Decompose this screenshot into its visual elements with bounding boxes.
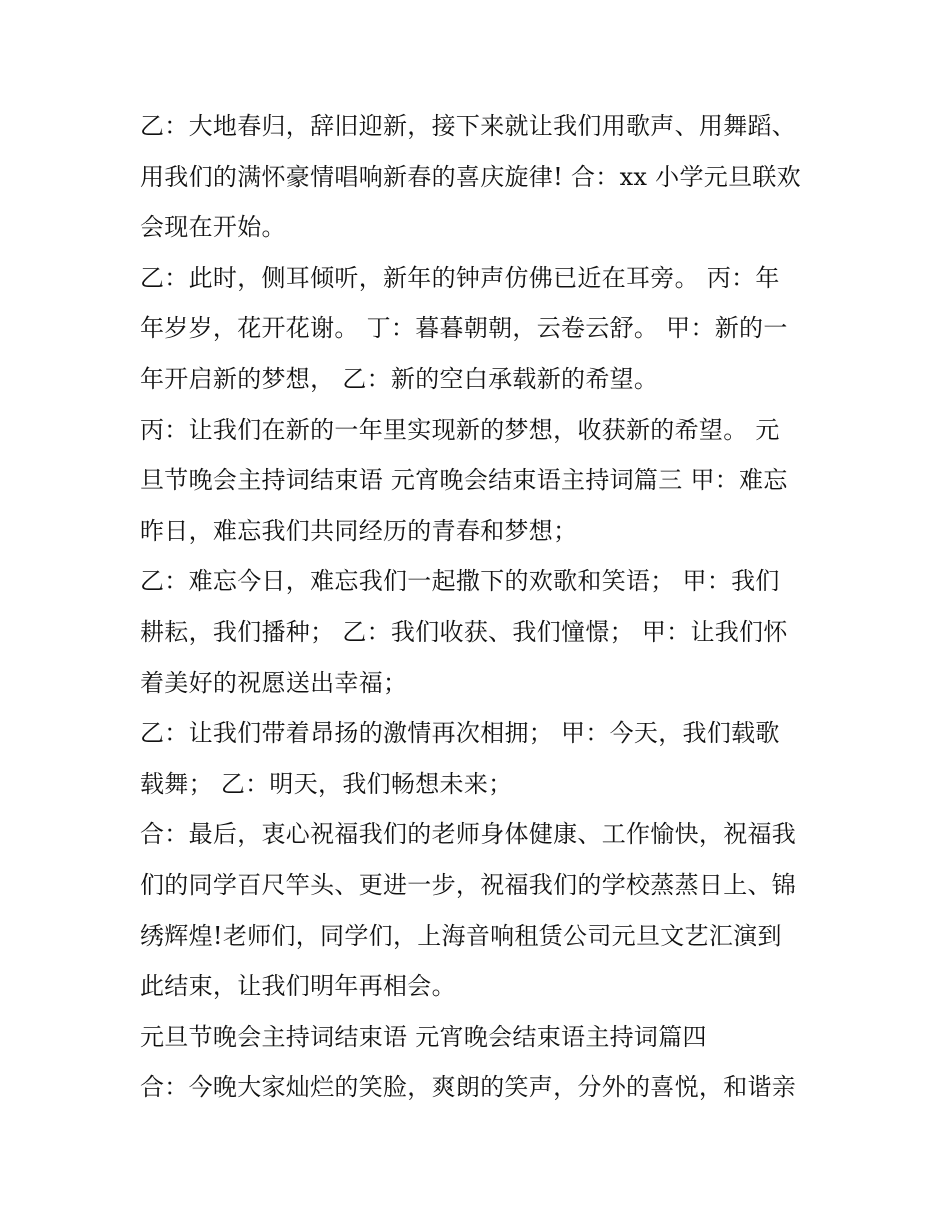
text-line: 乙：难忘今日，难忘我们一起撒下的欢歌和笑语； 甲：我们 (140, 567, 780, 596)
document-body (140, 101, 818, 1113)
text-line: 此结束，让我们明年再相会。 (140, 972, 456, 1001)
text-line: 着美好的祝愿送出幸福； (140, 668, 408, 697)
text-line: 合：今晚大家灿烂的笑脸，爽朗的笑声，分外的喜悦，和谐亲 (140, 1073, 797, 1102)
text-line: 年岁岁，花开花谢。 丁：暮暮朝朝，云卷云舒。 甲：新的一 (140, 314, 788, 343)
text-line: 会现在开始。 (140, 213, 286, 242)
text-line: 年开启新的梦想， 乙：新的空白承载新的希望。 (140, 364, 659, 393)
text-line: 乙：此时，侧耳倾听，新年的钟声仿佛已近在耳旁。 丙：年 (140, 263, 780, 292)
text-line: 合：最后，衷心祝福我们的老师身体健康、工作愉快，祝福我 (140, 820, 797, 849)
text-line: 绣辉煌!老师们，同学们，上海音响租赁公司元旦文艺汇演到 (140, 921, 782, 950)
text-line: 载舞； 乙：明天，我们畅想未来； (140, 769, 513, 798)
text-line: 丙：让我们在新的一年里实现新的梦想，收获新的希望。 元 (140, 415, 780, 444)
text-line: 昨日，难忘我们共同经历的青春和梦想； (140, 516, 578, 545)
text-line: 耕耘，我们播种； 乙：我们收获、我们憧憬； 甲：让我们怀 (140, 617, 788, 646)
text-line: 乙：大地春归，辞旧迎新，接下来就让我们用歌声、用舞蹈、 (140, 112, 797, 140)
text-line: 用我们的满怀豪情唱响新春的喜庆旋律! 合：xx 小学元旦联欢 (140, 162, 801, 191)
section-heading: 元旦节晚会主持词结束语 元宵晚会结束语主持词篇四 (140, 1022, 707, 1051)
text-line: 旦节晚会主持词结束语 元宵晚会结束语主持词篇三 甲：难忘 (140, 466, 788, 495)
text-line: 乙：让我们带着昂扬的激情再次相拥； 甲：今天，我们载歌 (140, 719, 780, 748)
text-line: 们的同学百尺竿头、更进一步，祝福我们的学校蒸蒸日上、锦 (140, 870, 797, 899)
